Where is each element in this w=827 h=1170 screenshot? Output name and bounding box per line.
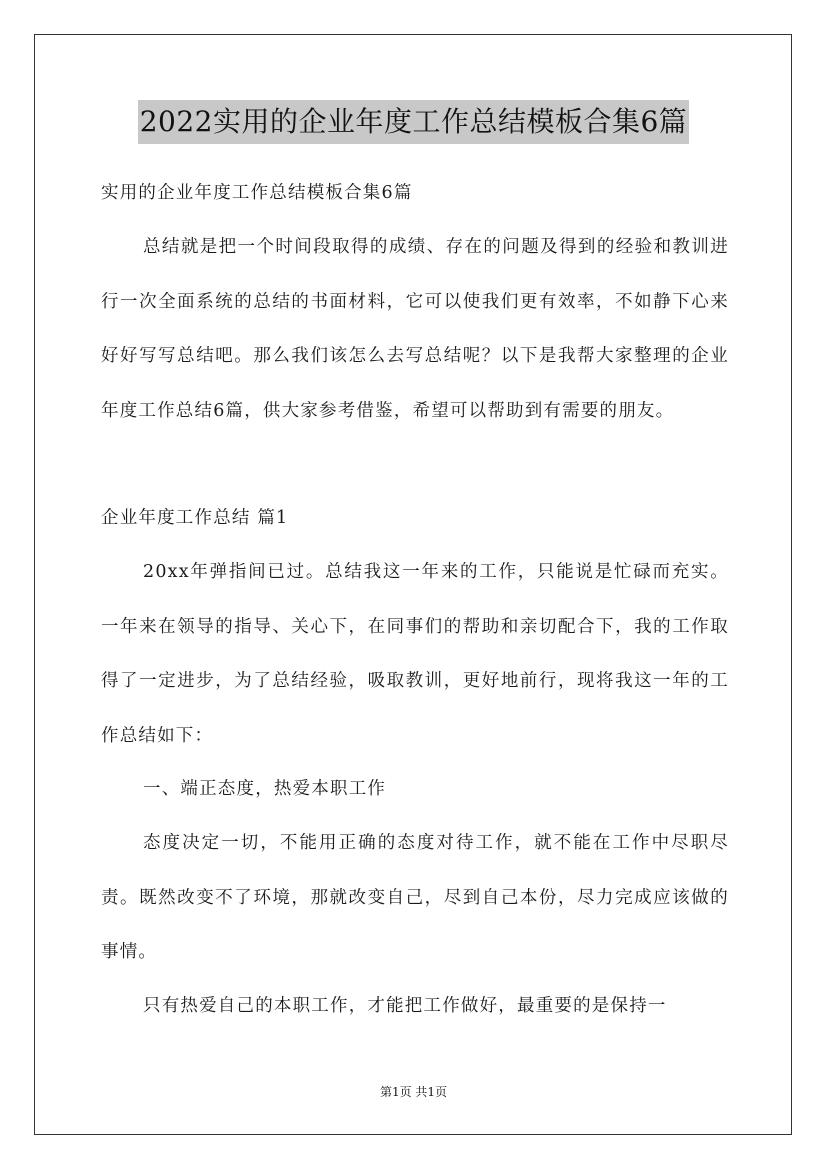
section-heading: 企业年度工作总结 篇1 (101, 508, 289, 528)
body-paragraph-1: 20xx年弹指间已过。总结我这一年来的工作，只能说是忙碌而充实。一年来在领导的指导、关心下，在同事们的帮助和亲切配合下，我的工作取得了一定进步，为了总结经验，吸取教训，更好地前行，现将我这一年的工作总结如下： (101, 562, 729, 746)
title-container (0, 100, 827, 144)
page-footer: 第1页 共1页 (379, 1085, 448, 1099)
subheading-1: 一、端正态度，热爱本职工作 (143, 779, 387, 799)
subtitle-paragraph: 实用的企业年度工作总结模板合集6篇 (101, 183, 413, 203)
body-paragraph-3: 只有热爱自己的本职工作，才能把工作做好，最重要的是保持一 (143, 996, 667, 1016)
intro-paragraph: 总结就是把一个时间段取得的成绩、存在的问题及得到的经验和教训进行一次全面系统的总结的书面材料，它可以使我们更有效率，不如静下心来好好写写总结吧。那么我们该怎么去写总结呢？以下是我帮大家整理的企业年度工作总结6篇，供大家参考借鉴，希望可以帮助到有需要的朋友。 (101, 237, 729, 421)
body-paragraph-2: 态度决定一切，不能用正确的态度对待工作，就不能在工作中尽职尽责。既然改变不了环境，那就改变自己，尽到自己本份，尽力完成应该做的事情。 (101, 833, 729, 962)
document-title: 2022实用的企业年度工作总结模板合集6篇 (138, 100, 690, 144)
